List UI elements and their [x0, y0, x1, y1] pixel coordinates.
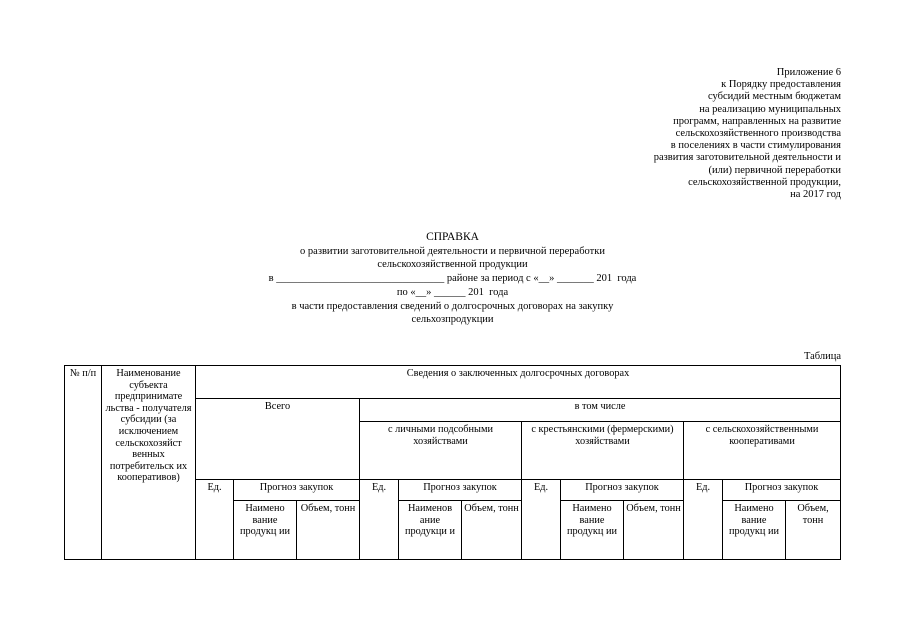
header-cell-product-name: Наимено вание продукц ии: [723, 501, 786, 560]
header-cell-forecast: Прогноз закупок: [399, 480, 522, 501]
appendix-line: развития заготовительной деятельности и: [653, 152, 841, 164]
header-cell-group-farms: с крестьянскими (фермерскими) хозяйствами: [522, 422, 684, 480]
header-cell-forecast: Прогноз закупок: [234, 480, 360, 501]
header-cell-total: Всего: [196, 399, 360, 480]
contracts-table: [64, 365, 841, 560]
table-label: Таблица: [803, 351, 841, 362]
header-cell-volume: Объем, тонн: [786, 501, 841, 560]
header-cell-contracts: Сведения о заключенных долгосрочных договорах: [196, 366, 841, 399]
header-cell-unit: Ед.: [196, 480, 234, 560]
header-cell-volume: Объем, тонн: [297, 501, 360, 560]
header-cell-number: № п/п: [65, 366, 102, 560]
title-line-district: в ________________________________ районе за период с «__» _______ 201 года: [268, 273, 637, 285]
appendix-line: программ, направленных на развитие: [673, 115, 841, 127]
document-title: [0, 231, 905, 327]
header-cell-group-personal: с личными подсобными хозяйствами: [360, 422, 522, 480]
header-cell-volume: Объем, тонн: [462, 501, 522, 560]
header-cell-unit: Ед.: [522, 480, 561, 560]
header-cell-product-name: Наимено вание продукц ии: [561, 501, 624, 560]
appendix-line: субсидий местным бюджетам: [707, 91, 841, 103]
title-line: о развитии заготовительной деятельности и первичной переработки: [300, 245, 605, 257]
header-cell-unit: Ед.: [684, 480, 723, 560]
title-line-period: по «__» ______ 201 года: [396, 286, 509, 298]
header-cell-product-name: Наимено вание продукц ии: [234, 501, 297, 560]
header-cell-product-name: Наименов ание продукци и: [399, 501, 462, 560]
header-cell-unit: Ед.: [360, 480, 399, 560]
title-line: в части предоставления сведений о долгосрочных договорах на закупку: [291, 300, 614, 312]
appendix-line: (или) первичной переработки: [708, 164, 841, 176]
title-line: сельхозпродукции: [411, 314, 494, 326]
header-cell-including: в том числе: [360, 399, 841, 422]
appendix-line: сельскохозяйственной продукции,: [688, 176, 841, 188]
header-cell-forecast: Прогноз закупок: [723, 480, 841, 501]
appendix-block: [654, 67, 841, 201]
header-cell-volume: Объем, тонн: [624, 501, 684, 560]
appendix-line: в поселениях в части стимулирования: [670, 140, 841, 152]
appendix-line: Приложение 6: [776, 67, 841, 78]
appendix-line: к Порядку предоставления: [721, 79, 841, 91]
title-line: сельскохозяйственной продукции: [377, 259, 528, 271]
appendix-line: на реализацию муниципальных: [699, 103, 841, 115]
appendix-line: на 2017 год: [790, 189, 841, 201]
title-heading: СПРАВКА: [426, 231, 479, 243]
header-cell-group-cooperatives: с сельскохозяйственными кооперативами: [684, 422, 841, 480]
header-cell-subject: Наименование субъекта предпринимате льства - получателя субсидии (за исключением сельскохозяйст венных потребительск их кооперативов): [102, 366, 196, 560]
appendix-line: сельскохозяйственного производства: [675, 128, 841, 140]
header-cell-forecast: Прогноз закупок: [561, 480, 684, 501]
